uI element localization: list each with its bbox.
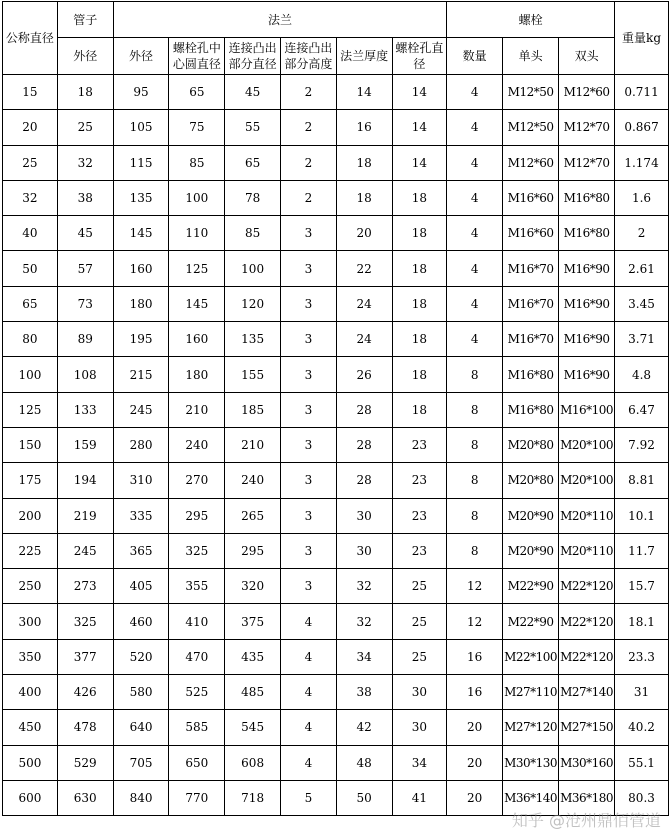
table-cell: 20 [3, 110, 58, 145]
table-cell: 28 [336, 392, 392, 427]
table-cell: 529 [57, 745, 113, 780]
table-cell: 2 [281, 180, 337, 215]
table-cell: 200 [3, 498, 58, 533]
table-cell: 18 [392, 286, 447, 321]
table-cell: 125 [3, 392, 58, 427]
table-cell: 3 [281, 322, 337, 357]
table-cell: 4.8 [615, 357, 669, 392]
table-cell: 16 [447, 675, 503, 710]
table-cell: M16*80 [559, 216, 615, 251]
table-cell: 219 [57, 498, 113, 533]
table-cell: 30 [392, 675, 447, 710]
table-cell: 23.3 [615, 639, 669, 674]
table-row [3, 216, 669, 251]
table-cell: M16*80 [503, 357, 559, 392]
table-cell: M16*70 [503, 251, 559, 286]
header-pipe: 管子 [57, 2, 113, 38]
table-cell: 16 [447, 639, 503, 674]
table-cell: 5 [281, 780, 337, 815]
table-row [3, 251, 669, 286]
table-cell: 48 [336, 745, 392, 780]
table-cell: M12*50 [503, 110, 559, 145]
table-cell: 485 [225, 675, 281, 710]
table-cell: 273 [57, 569, 113, 604]
table-cell: 23 [392, 533, 447, 568]
table-cell: 65 [225, 145, 281, 180]
table-row [3, 604, 669, 639]
table-cell: 585 [169, 710, 225, 745]
table-cell: 15 [3, 75, 58, 110]
table-cell: 4 [447, 286, 503, 321]
table-cell: 8.81 [615, 463, 669, 498]
table-cell: 718 [225, 780, 281, 815]
table-cell: 0.711 [615, 75, 669, 110]
table-row [3, 675, 669, 710]
table-cell: 8 [447, 392, 503, 427]
table-cell: 1.174 [615, 145, 669, 180]
table-cell: 85 [169, 145, 225, 180]
table-cell: 50 [336, 780, 392, 815]
header-bolt-single: 单头 [503, 38, 559, 75]
table-cell: 12 [447, 604, 503, 639]
table-cell: 400 [3, 675, 58, 710]
table-cell: 80.3 [615, 780, 669, 815]
table-cell: 85 [225, 216, 281, 251]
table-cell: M22*120 [559, 569, 615, 604]
table-cell: 4 [447, 251, 503, 286]
table-cell: 3 [281, 392, 337, 427]
table-cell: M16*100 [559, 392, 615, 427]
table-cell: 8 [447, 357, 503, 392]
table-cell: 640 [113, 710, 169, 745]
table-cell: 32 [336, 604, 392, 639]
table-cell: 4 [447, 145, 503, 180]
table-cell: 195 [113, 322, 169, 357]
table-cell: 365 [113, 533, 169, 568]
header-raised-face-height: 连接凸出部分高度 [281, 38, 337, 75]
table-row [3, 745, 669, 780]
table-cell: M16*90 [559, 286, 615, 321]
table-cell: 2 [281, 75, 337, 110]
table-cell: M22*100 [503, 639, 559, 674]
table-cell: 460 [113, 604, 169, 639]
table-cell: 295 [225, 533, 281, 568]
table-cell: M20*110 [559, 533, 615, 568]
table-cell: 580 [113, 675, 169, 710]
table-cell: 2.61 [615, 251, 669, 286]
table-cell: M22*90 [503, 569, 559, 604]
table-cell: 545 [225, 710, 281, 745]
table-cell: 3 [281, 216, 337, 251]
table-row [3, 569, 669, 604]
table-cell: 18 [392, 357, 447, 392]
table-cell: 6.47 [615, 392, 669, 427]
table-cell: 18 [392, 216, 447, 251]
table-cell: 110 [169, 216, 225, 251]
table-cell: 28 [336, 427, 392, 462]
table-cell: 325 [57, 604, 113, 639]
table-cell: 22 [336, 251, 392, 286]
table-row [3, 639, 669, 674]
table-cell: 335 [113, 498, 169, 533]
table-cell: 23 [392, 498, 447, 533]
header-weight: 重量kg [615, 2, 669, 75]
table-cell: 108 [57, 357, 113, 392]
table-cell: 325 [169, 533, 225, 568]
table-cell: 20 [447, 780, 503, 815]
table-cell: 630 [57, 780, 113, 815]
table-cell: 4 [281, 710, 337, 745]
table-cell: M16*80 [503, 392, 559, 427]
table-cell: M20*90 [503, 498, 559, 533]
table-row [3, 110, 669, 145]
table-cell: 355 [169, 569, 225, 604]
table-cell: 3 [281, 251, 337, 286]
table-cell: M20*100 [559, 427, 615, 462]
table-cell: 215 [113, 357, 169, 392]
table-cell: 25 [3, 145, 58, 180]
table-cell: 525 [169, 675, 225, 710]
table-cell: M12*60 [559, 75, 615, 110]
table-cell: 115 [113, 145, 169, 180]
table-cell: M20*90 [503, 533, 559, 568]
table-cell: 705 [113, 745, 169, 780]
table-cell: M16*70 [503, 322, 559, 357]
table-cell: M27*140 [559, 675, 615, 710]
table-cell: 18 [336, 145, 392, 180]
table-cell: M27*110 [503, 675, 559, 710]
table-cell: 377 [57, 639, 113, 674]
table-cell: 300 [3, 604, 58, 639]
table-cell: M20*80 [503, 463, 559, 498]
table-cell: 32 [57, 145, 113, 180]
table-cell: M16*80 [559, 180, 615, 215]
table-cell: 2 [281, 110, 337, 145]
table-cell: 145 [169, 286, 225, 321]
table-cell: M16*90 [559, 251, 615, 286]
table-cell: M36*140 [503, 780, 559, 815]
header-bolt-circle: 螺栓孔中心圆直径 [169, 38, 225, 75]
table-cell: 105 [113, 110, 169, 145]
table-cell: 450 [3, 710, 58, 745]
table-cell: 240 [169, 427, 225, 462]
table-cell: 16 [336, 110, 392, 145]
table-cell: 38 [57, 180, 113, 215]
table-cell: 265 [225, 498, 281, 533]
table-cell: 840 [113, 780, 169, 815]
table-cell: 435 [225, 639, 281, 674]
table-cell: 30 [336, 533, 392, 568]
table-cell: M27*150 [559, 710, 615, 745]
header-flange-od: 外径 [113, 38, 169, 75]
table-cell: 133 [57, 392, 113, 427]
table-cell: 210 [169, 392, 225, 427]
table-cell: 135 [225, 322, 281, 357]
table-row [3, 710, 669, 745]
table-cell: 65 [3, 286, 58, 321]
table-cell: M20*100 [559, 463, 615, 498]
table-cell: 18 [57, 75, 113, 110]
table-cell: 11.7 [615, 533, 669, 568]
table-cell: 8 [447, 498, 503, 533]
table-cell: M30*160 [559, 745, 615, 780]
table-cell: 3 [281, 286, 337, 321]
table-cell: 10.1 [615, 498, 669, 533]
table-cell: 73 [57, 286, 113, 321]
table-cell: 650 [169, 745, 225, 780]
table-cell: M36*180 [559, 780, 615, 815]
table-cell: 65 [169, 75, 225, 110]
table-cell: M16*70 [503, 286, 559, 321]
header-raised-face-dia: 连接凸出部分直径 [225, 38, 281, 75]
table-cell: 150 [3, 427, 58, 462]
table-cell: 8 [447, 533, 503, 568]
table-row [3, 145, 669, 180]
table-cell: 770 [169, 780, 225, 815]
table-cell: 175 [3, 463, 58, 498]
table-cell: 20 [447, 710, 503, 745]
table-cell: 194 [57, 463, 113, 498]
table-cell: 8 [447, 427, 503, 462]
table-cell: 23 [392, 463, 447, 498]
table-cell: M20*80 [503, 427, 559, 462]
table-cell: 14 [392, 75, 447, 110]
table-row [3, 322, 669, 357]
table-cell: 0.867 [615, 110, 669, 145]
table-cell: 34 [336, 639, 392, 674]
table-cell: 4 [447, 322, 503, 357]
table-cell: 350 [3, 639, 58, 674]
table-cell: 100 [225, 251, 281, 286]
table-cell: 75 [169, 110, 225, 145]
table-cell: 7.92 [615, 427, 669, 462]
table-cell: 4 [281, 604, 337, 639]
table-cell: 45 [225, 75, 281, 110]
table-cell: 180 [169, 357, 225, 392]
table-cell: M12*50 [503, 75, 559, 110]
table-cell: 18 [392, 251, 447, 286]
table-cell: M22*120 [559, 639, 615, 674]
table-row [3, 180, 669, 215]
table-cell: 25 [392, 604, 447, 639]
table-cell: 225 [3, 533, 58, 568]
table-cell: 1.6 [615, 180, 669, 215]
table-row [3, 427, 669, 462]
table-cell: 78 [225, 180, 281, 215]
table-cell: 100 [3, 357, 58, 392]
table-cell: 18 [392, 392, 447, 427]
table-cell: 470 [169, 639, 225, 674]
table-cell: 89 [57, 322, 113, 357]
table-cell: 159 [57, 427, 113, 462]
table-cell: 210 [225, 427, 281, 462]
table-cell: 155 [225, 357, 281, 392]
table-cell: 95 [113, 75, 169, 110]
table-cell: 40 [3, 216, 58, 251]
table-cell: 24 [336, 286, 392, 321]
table-row [3, 463, 669, 498]
table-cell: M22*120 [559, 604, 615, 639]
table-cell: 4 [447, 216, 503, 251]
table-cell: M16*60 [503, 216, 559, 251]
table-cell: 32 [336, 569, 392, 604]
table-cell: 125 [169, 251, 225, 286]
table-row [3, 75, 669, 110]
header-bolt-qty: 数量 [447, 38, 503, 75]
table-cell: 40.2 [615, 710, 669, 745]
table-cell: 41 [392, 780, 447, 815]
table-row [3, 357, 669, 392]
table-cell: 245 [113, 392, 169, 427]
table-cell: M22*90 [503, 604, 559, 639]
table-cell: 25 [392, 639, 447, 674]
table-cell: M16*90 [559, 322, 615, 357]
table-cell: 14 [336, 75, 392, 110]
table-cell: 145 [113, 216, 169, 251]
table-cell: 57 [57, 251, 113, 286]
table-cell: M16*90 [559, 357, 615, 392]
table-cell: M27*120 [503, 710, 559, 745]
table-cell: 18 [336, 180, 392, 215]
header-bolt-double: 双头 [559, 38, 615, 75]
table-cell: 280 [113, 427, 169, 462]
table-cell: 3 [281, 427, 337, 462]
table-cell: 18 [392, 322, 447, 357]
table-cell: M30*130 [503, 745, 559, 780]
table-cell: 18.1 [615, 604, 669, 639]
table-cell: 500 [3, 745, 58, 780]
table-cell: 55.1 [615, 745, 669, 780]
table-cell: 3.71 [615, 322, 669, 357]
table-cell: 8 [447, 463, 503, 498]
table-cell: 50 [3, 251, 58, 286]
watermark: 知乎 @沧州鼎佰管道 [511, 811, 661, 830]
table-cell: M12*60 [503, 145, 559, 180]
table-cell: 4 [447, 180, 503, 215]
table-cell: 23 [392, 427, 447, 462]
table-cell: 4 [281, 639, 337, 674]
table-cell: 45 [57, 216, 113, 251]
table-cell: 135 [113, 180, 169, 215]
table-cell: 185 [225, 392, 281, 427]
header-pipe-od: 外径 [57, 38, 113, 75]
table-cell: 30 [336, 498, 392, 533]
table-cell: 12 [447, 569, 503, 604]
table-cell: 250 [3, 569, 58, 604]
table-cell: 2 [615, 216, 669, 251]
table-row [3, 498, 669, 533]
table-cell: 295 [169, 498, 225, 533]
table-cell: 426 [57, 675, 113, 710]
table-cell: 30 [392, 710, 447, 745]
table-cell: 32 [3, 180, 58, 215]
header-nominal-diameter: 公称直径 [3, 2, 58, 75]
header-bolt: 螺栓 [447, 2, 615, 38]
table-cell: 320 [225, 569, 281, 604]
header-flange: 法兰 [113, 2, 447, 38]
table-cell: 3 [281, 498, 337, 533]
table-cell: 80 [3, 322, 58, 357]
table-cell: 25 [392, 569, 447, 604]
table-cell: 240 [225, 463, 281, 498]
table-cell: 15.7 [615, 569, 669, 604]
table-cell: 28 [336, 463, 392, 498]
table-cell: 42 [336, 710, 392, 745]
table-cell: 26 [336, 357, 392, 392]
table-cell: 245 [57, 533, 113, 568]
table-cell: 55 [225, 110, 281, 145]
table-cell: 20 [336, 216, 392, 251]
table-cell: M20*110 [559, 498, 615, 533]
table-cell: 25 [57, 110, 113, 145]
table-cell: 4 [281, 745, 337, 780]
table-cell: 3 [281, 463, 337, 498]
flange-spec-table [2, 1, 669, 816]
table-cell: 100 [169, 180, 225, 215]
table-body [3, 75, 669, 816]
table-cell: 120 [225, 286, 281, 321]
table-cell: 410 [169, 604, 225, 639]
table-cell: M12*70 [559, 145, 615, 180]
table-cell: 14 [392, 110, 447, 145]
table-cell: 270 [169, 463, 225, 498]
table-cell: 38 [336, 675, 392, 710]
header-bolt-hole-dia: 螺栓孔直径 [392, 38, 447, 75]
table-cell: 34 [392, 745, 447, 780]
table-cell: 608 [225, 745, 281, 780]
table-cell: 2 [281, 145, 337, 180]
table-row [3, 286, 669, 321]
table-cell: 160 [169, 322, 225, 357]
table-cell: 160 [113, 251, 169, 286]
table-cell: 3 [281, 533, 337, 568]
table-cell: 24 [336, 322, 392, 357]
table-cell: 4 [447, 110, 503, 145]
table-cell: 520 [113, 639, 169, 674]
table-cell: 4 [447, 75, 503, 110]
table-cell: 31 [615, 675, 669, 710]
table-cell: 3.45 [615, 286, 669, 321]
table-cell: 4 [281, 675, 337, 710]
table-cell: 375 [225, 604, 281, 639]
table-cell: 478 [57, 710, 113, 745]
table-row [3, 533, 669, 568]
table-cell: 18 [392, 180, 447, 215]
table-cell: 310 [113, 463, 169, 498]
table-cell: 600 [3, 780, 58, 815]
table-row [3, 780, 669, 815]
table-cell: 180 [113, 286, 169, 321]
table-cell: 3 [281, 569, 337, 604]
table-cell: 3 [281, 357, 337, 392]
table-row [3, 392, 669, 427]
table-cell: 14 [392, 145, 447, 180]
table-cell: 405 [113, 569, 169, 604]
table-cell: M16*60 [503, 180, 559, 215]
table-cell: 20 [447, 745, 503, 780]
table-cell: M12*70 [559, 110, 615, 145]
header-thickness: 法兰厚度 [336, 38, 392, 75]
